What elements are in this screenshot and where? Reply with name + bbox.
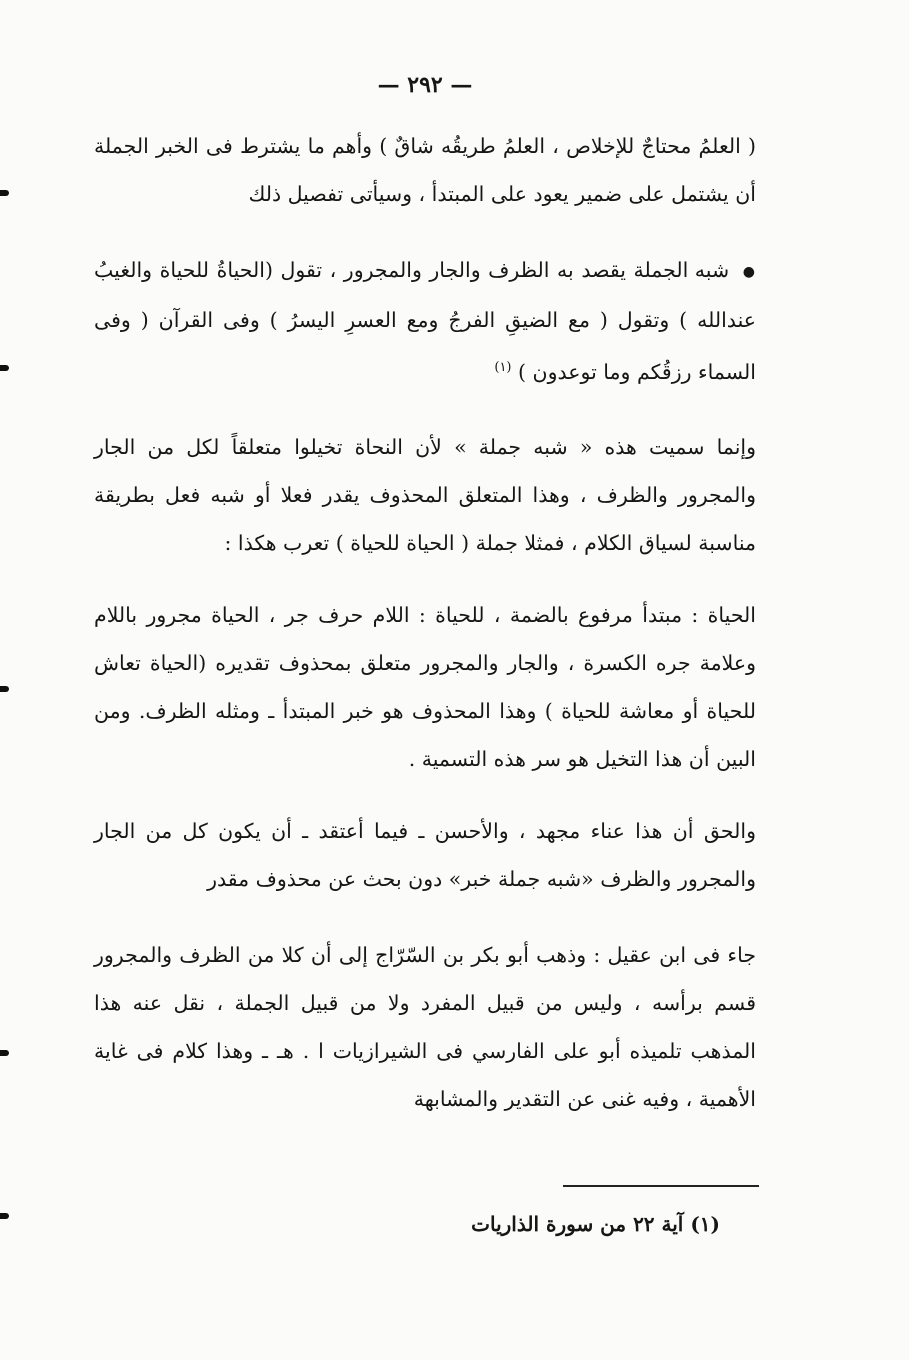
paragraph-text: الحياة : مبتدأ مرفوع بالضمة ، للحياة : اللام حرف جر ، الحياة مجرور باللام وعلامة جره الكسرة ، والجار والمجرور متعلق بمحذوف تقديره (الحياة تعاش للحياة أو معاشة للحياة ) وهذا المحذوف هو خبر المبتدأ ـ ومثله الظرف. ومن البين أن هذا التخيل هو سر هذه التسمية .: [94, 603, 756, 772]
paragraph: [94, 423, 756, 567]
footnote-divider: [563, 1185, 759, 1187]
paragraph-text: شبه الجملة يقصد به الظرف والجار والمجرور ، تقول (الحياةُ للحياة والغيبُ عندالله ) وتقول ( مع الضيقِ الفرجُ ومع العسرِ اليسرُ ) وفى القرآن ( وفى السماء رزقُكم وما توعدون ): [94, 258, 756, 384]
paragraph: [94, 246, 756, 395]
paragraph: [94, 591, 756, 783]
margin-mark: [0, 190, 9, 196]
margin-mark: [0, 365, 9, 371]
margin-mark: [0, 686, 9, 692]
paragraph-text: وإنما سميت هذه « شبه جملة » لأن النحاة تخيلوا متعلقاً لكل من الجار والمجرور والظرف ، وهذا المتعلق المحذوف يقدر فعلا أو شبه فعل بطريقة مناسبة لسياق الكلام ، فمثلا جملة ( الحياة للحياة ) تعرب هكذا :: [94, 435, 756, 556]
paragraph-text: جاء فى ابن عقيل : وذهب أبو بكر بن السّرّاج إلى أن كلا من الظرف والمجرور قسم برأسه ، وليس من قبيل المفرد ولا من قبيل الجملة ، نقل عنه هذا المذهب تلميذه أبو على الفارسي فى الشيرازيات ا . هـ ـ وهذا كلام فى غاية الأهمية ، وفيه غنى عن التقدير والمشابهة: [94, 943, 756, 1112]
paragraph: [94, 931, 756, 1123]
paragraph: [94, 807, 756, 903]
paragraph-text: ( العلمُ محتاجٌ للإخلاص ، العلمُ طريقُه شاقٌ ) وأهم ما يشترط فى الخبر الجملة أن يشتمل على ضمير يعود على المبتدأ ، وسيأتى تفصيل ذلك: [94, 134, 756, 206]
paragraph: [94, 122, 756, 218]
footnote: (١) آية ٢٢ من سورة الذاريات: [471, 1212, 720, 1236]
paragraph-text: والحق أن هذا عناء مجهد ، والأحسن ـ فيما أعتقد ـ أن يكون كل من الجار والمجرور والظرف «شبه جملة خبر» دون بحث عن محذوف مقدر: [94, 819, 756, 892]
footnote-reference: (١): [494, 359, 512, 375]
margin-mark: [0, 1213, 9, 1219]
margin-mark: [0, 1050, 9, 1056]
page-body: [94, 122, 756, 1123]
page-number: — ٢٩٢ —: [377, 72, 473, 98]
bullet-icon: ●: [742, 263, 756, 280]
